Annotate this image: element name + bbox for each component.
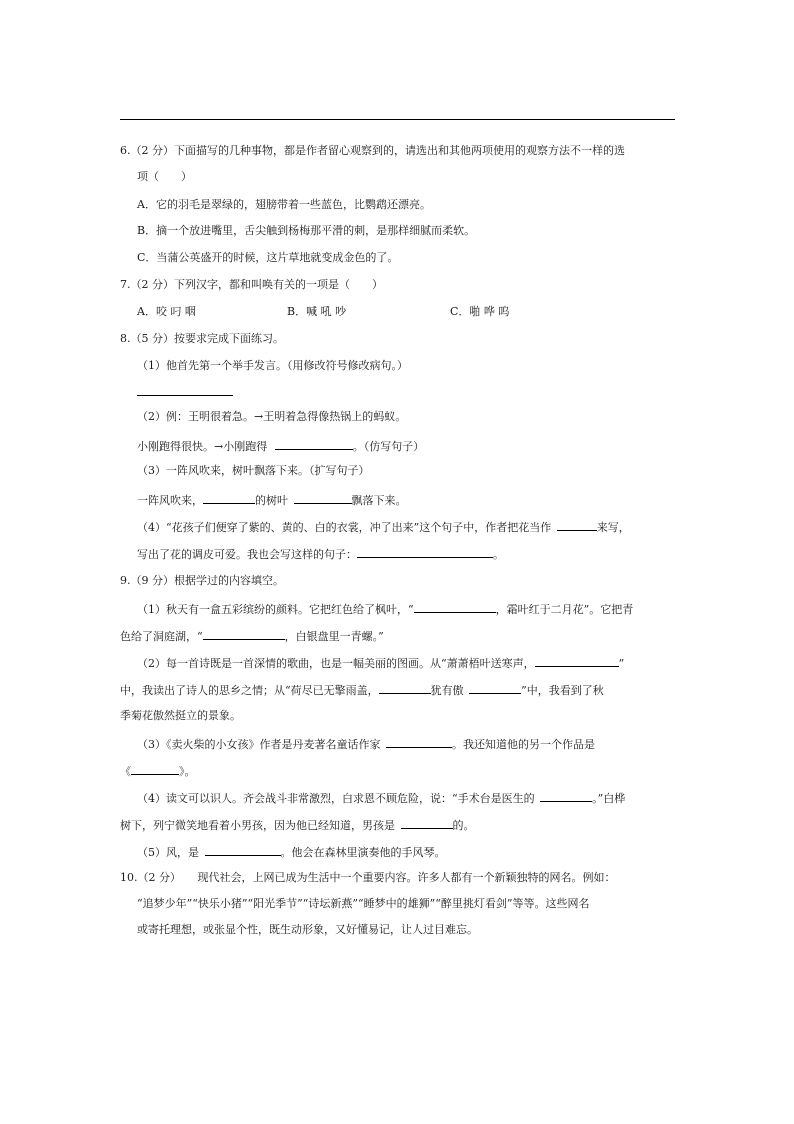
q8-sub4-blank1[interactable] (557, 519, 597, 531)
q6-option-b: B．摘一个放进嘴里，舌尖触到杨梅那平滑的刺，是那样细腻而柔软。 (137, 224, 476, 237)
q9-sub3-blank1[interactable] (386, 736, 452, 748)
q9-sub1-line2 (120, 628, 384, 644)
q8-sub4-line1 (137, 519, 630, 535)
q9-sub1-blank1[interactable] (414, 601, 496, 613)
q9-sub1-pre: （1）秋天有一盒五彩缤纷的颜料。它把红色给了枫叶，“ (137, 603, 414, 616)
q6-option-a: A．它的羽毛是翠绿的，翅膀带着一些蓝色，比鹦鹉还漂亮。 (137, 198, 431, 211)
q8-sub4b-pre: 写出了花的调皮可爱。我也会写这样的句子： (137, 548, 357, 561)
q7-option-a: A．咬 叼 咽 (137, 305, 196, 318)
q9-sub4-line2 (120, 817, 475, 833)
q9-sub5-post: 。他会在森林里演奏他的手风琴。 (280, 846, 446, 859)
q8-sub3: （3）一阵风吹来，树叶飘落下来。（扩写句子） (137, 464, 370, 477)
q7-stem: 7.（2 分）下列汉字，都和叫唤有关的一项是（ ） (120, 278, 383, 291)
q8-sub4-line2 (137, 546, 504, 562)
q9-sub2b-pre: 中，我读出了诗人的思乡之情；从“荷尽已无擎雨盖， (120, 684, 379, 697)
q9-sub4-pre: （4）读文可以识人。齐会战斗非常激烈，白求恩不顾危险，说：“手术台是医生的 (137, 792, 535, 805)
q9-sub1b-pre: 色给了洞庭湖，“ (120, 630, 203, 643)
q9-sub2-pre: （2）每一首诗既是一首深情的歌曲，也是一幅美丽的图画。从“萧萧梧叶送寒声， (137, 657, 535, 670)
q9-sub3-line1 (137, 736, 595, 752)
q8-sub4-blank2[interactable] (357, 546, 493, 558)
q9-sub4b-pre: 树下，列宁微笑地看着小男孩，因为他已经知道，男孩是 (120, 819, 395, 832)
q9-sub3-pre: （3）《卖火柴的小女孩》作者是丹麦著名童话作家 (137, 738, 381, 751)
q9-sub3-line2 (120, 763, 196, 779)
q9-sub1-blank2[interactable] (203, 628, 285, 640)
q8-stem: 8.（5 分）按要求完成下面练习。 (120, 332, 284, 345)
q9-sub3-blank2[interactable] (131, 763, 179, 775)
q9-sub3-post: 。我还知道他的另一个作品是 (452, 738, 595, 751)
q8-sub2-example: （2）例：王明很着急。→王明着急得像热锅上的蚂蚁。 (137, 410, 407, 423)
q9-sub4-line1 (137, 790, 625, 806)
q9-sub4-post: 。”白桦 (592, 792, 626, 805)
q8-sub3-blank2[interactable] (294, 492, 352, 504)
q9-sub2-blank1[interactable] (535, 655, 619, 667)
q9-sub1b-post: ，白银盘里一青螺。” (284, 630, 384, 643)
q8-sub2-task (137, 438, 424, 454)
q8-sub2-blank[interactable] (275, 438, 353, 450)
q9-sub3b-post: 》。 (179, 765, 196, 778)
q9-sub1-post: ，霜叶红于二月花”。它把青 (495, 603, 634, 616)
q10-line1: 10.（2 分） 现代社会，上网已成为生活中一个重要内容。许多人都有一个新颖独特的网名。例如： (120, 871, 616, 884)
q6-stem-line2: 项（ ） (137, 170, 192, 183)
q8-sub2-task-pre: 小刚跑得很快。→小刚跑得 (137, 440, 268, 453)
q6-option-c: C．当蒲公英盛开的时候，这片草地就变成金色的了。 (137, 251, 399, 264)
q9-sub2b-post: ”中，我看到了秋 (521, 684, 604, 697)
q9-stem: 9.（9 分）根据学过的内容填空。 (120, 574, 284, 587)
q9-sub1-line1 (137, 601, 633, 617)
q7-option-c: C．啪 哗 呜 (450, 305, 510, 318)
q10-line3: 或寄托理想，或张显个性，既生动形象，又好懂易记，让人过目难忘。 (137, 923, 478, 936)
header-divider (120, 119, 675, 120)
q6-stem-line1: 6.（2 分）下面描写的几种事物，都是作者留心观察到的，请选出和其他两项使用的观察方法不一样的选 (120, 144, 625, 157)
q8-sub3-blank1[interactable] (203, 492, 255, 504)
q9-sub2b-mid: 犹有傲 (430, 684, 464, 697)
q8-sub3-post: 飘落下来。 (351, 494, 407, 507)
q9-sub4b-post: 的。 (452, 819, 475, 832)
q8-sub4-pre: （4）“花孩子们便穿了紫的、黄的、白的衣裳，冲了出来”这个句子中，作者把花当作 (137, 521, 552, 534)
q9-sub2-line3: 季菊花傲然挺立的景象。 (120, 709, 241, 722)
q8-sub4-post: 来写， (596, 521, 630, 534)
q9-sub2-post: ” (618, 657, 625, 670)
q10-line2: “追梦少年”“快乐小猪”“阳光季节”“诗坛新燕”“睡梦中的雄狮”“醉里挑灯看剑”等等。这些网名 (137, 897, 590, 910)
q9-sub4-blank2[interactable] (401, 817, 453, 829)
q9-sub2-line1 (137, 655, 624, 671)
q8-sub4b-post: 。 (493, 548, 504, 561)
q9-sub2-line2 (120, 682, 604, 698)
q8-sub3-pre: 一阵风吹来， (137, 494, 203, 507)
q9-sub2-blank2[interactable] (379, 682, 431, 694)
q8-sub1-answer-line[interactable] (137, 384, 233, 400)
q8-sub3-mid: 的树叶 (255, 494, 288, 507)
q9-sub5 (137, 844, 446, 860)
q9-sub5-pre: （5）风，是 (137, 846, 199, 859)
q9-sub3b-pre: 《 (120, 765, 131, 778)
q9-sub2-blank3[interactable] (469, 682, 521, 694)
q8-sub1: （1）他首先第一个举手发言。（用修改符号修改病句。） (137, 359, 408, 372)
q8-sub2-task-post: 。（仿写句子） (352, 440, 425, 453)
q7-option-b: B．喊 吼 吵 (287, 305, 347, 318)
q9-sub5-blank[interactable] (205, 844, 281, 856)
q8-sub3-task (137, 492, 407, 508)
q9-sub4-blank1[interactable] (540, 790, 592, 802)
